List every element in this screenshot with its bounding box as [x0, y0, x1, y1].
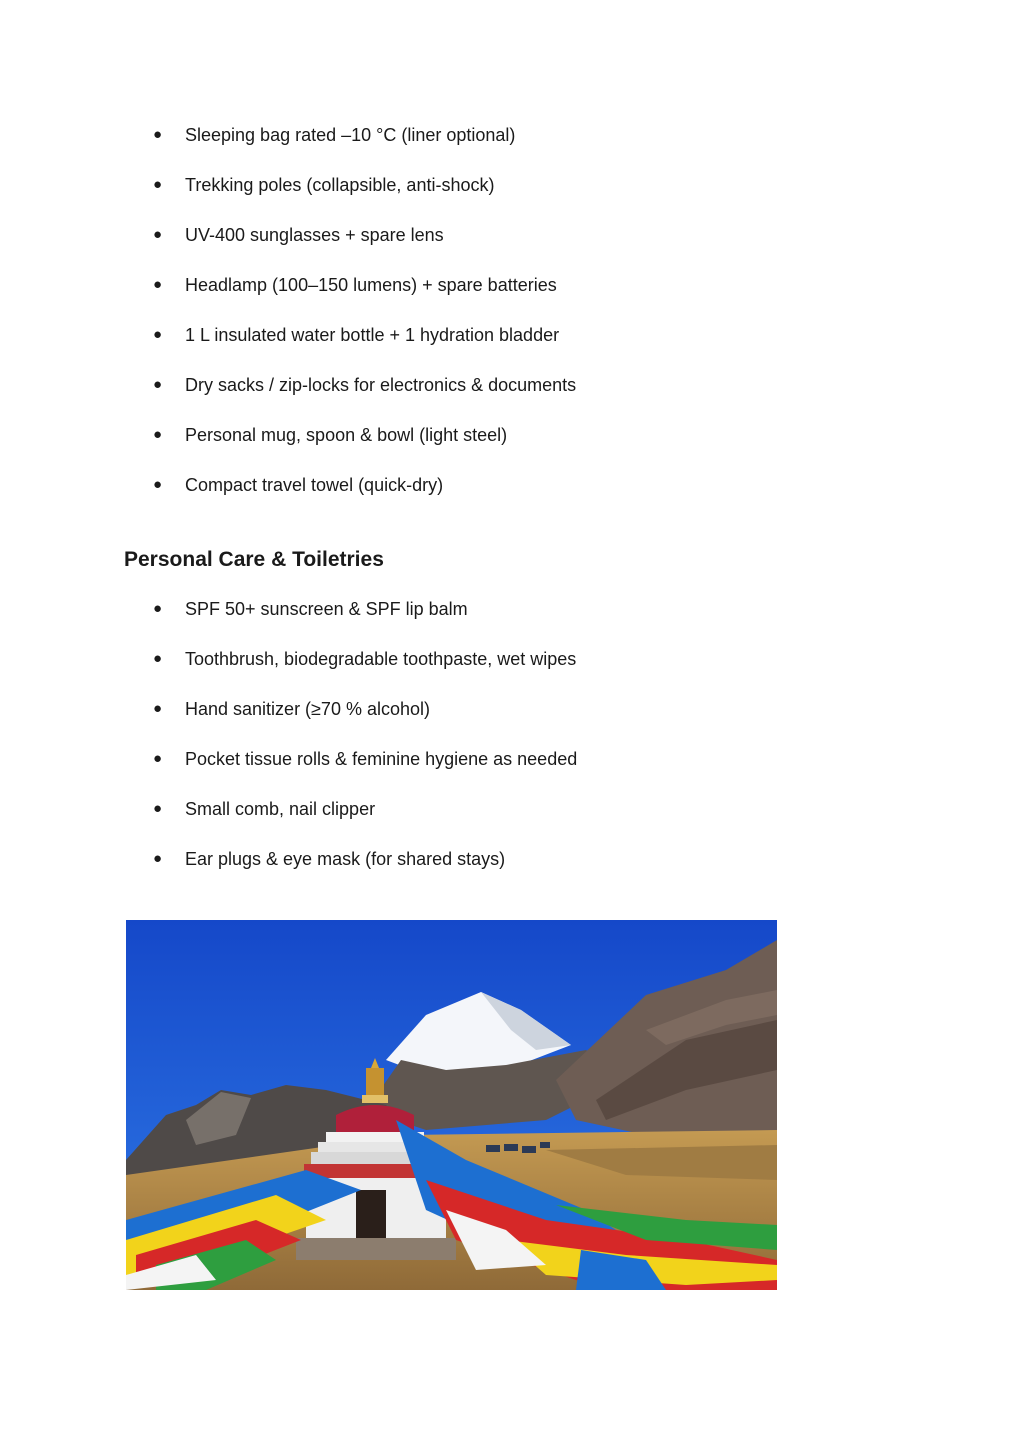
bullet-icon: ●: [153, 226, 163, 243]
list-item-text: UV-400 sunglasses + spare lens: [185, 225, 444, 245]
bullet-icon: ●: [153, 176, 163, 193]
list-item-text: Compact travel towel (quick-dry): [185, 475, 444, 495]
bullet-icon: ●: [153, 326, 163, 343]
section-heading: Personal Care & Toiletries: [124, 548, 384, 571]
list-item-text: Trekking poles (collapsible, anti-shock): [185, 175, 495, 195]
list-item-text: Small comb, nail clipper: [185, 799, 376, 819]
bullet-icon: ●: [153, 600, 163, 617]
bullet-icon: ●: [153, 476, 163, 493]
list-item-text: Personal mug, spoon & bowl (light steel): [185, 425, 508, 445]
list-item-text: Pocket tissue rolls & feminine hygiene as needed: [185, 749, 578, 769]
bullet-icon: ●: [153, 426, 163, 443]
bullet-icon: ●: [153, 376, 163, 393]
bullet-icon: ●: [153, 800, 163, 817]
list-item-text: Sleeping bag rated –10 °C (liner optional): [185, 125, 516, 145]
bullet-icon: ●: [153, 700, 163, 717]
bullet-icon: ●: [153, 276, 163, 293]
list-item-text: SPF 50+ sunscreen & SPF lip balm: [185, 599, 468, 619]
list-item-text: Headlamp (100–150 lumens) + spare batteries: [185, 275, 557, 295]
bullet-icon: ●: [153, 850, 163, 867]
list-item-text: Ear plugs & eye mask (for shared stays): [185, 849, 506, 869]
bullet-icon: ●: [153, 650, 163, 667]
list-item-text: Dry sacks / zip-locks for electronics & documents: [185, 375, 577, 395]
list-item-text: Toothbrush, biodegradable toothpaste, wet wipes: [185, 649, 577, 669]
stupa-prayer-flags-photo: [126, 920, 777, 1290]
list-item-text: Hand sanitizer (≥70 % alcohol): [185, 699, 430, 719]
bullet-icon: ●: [153, 126, 163, 143]
bullet-icon: ●: [153, 750, 163, 767]
list-item-text: 1 L insulated water bottle + 1 hydration bladder: [185, 325, 560, 345]
